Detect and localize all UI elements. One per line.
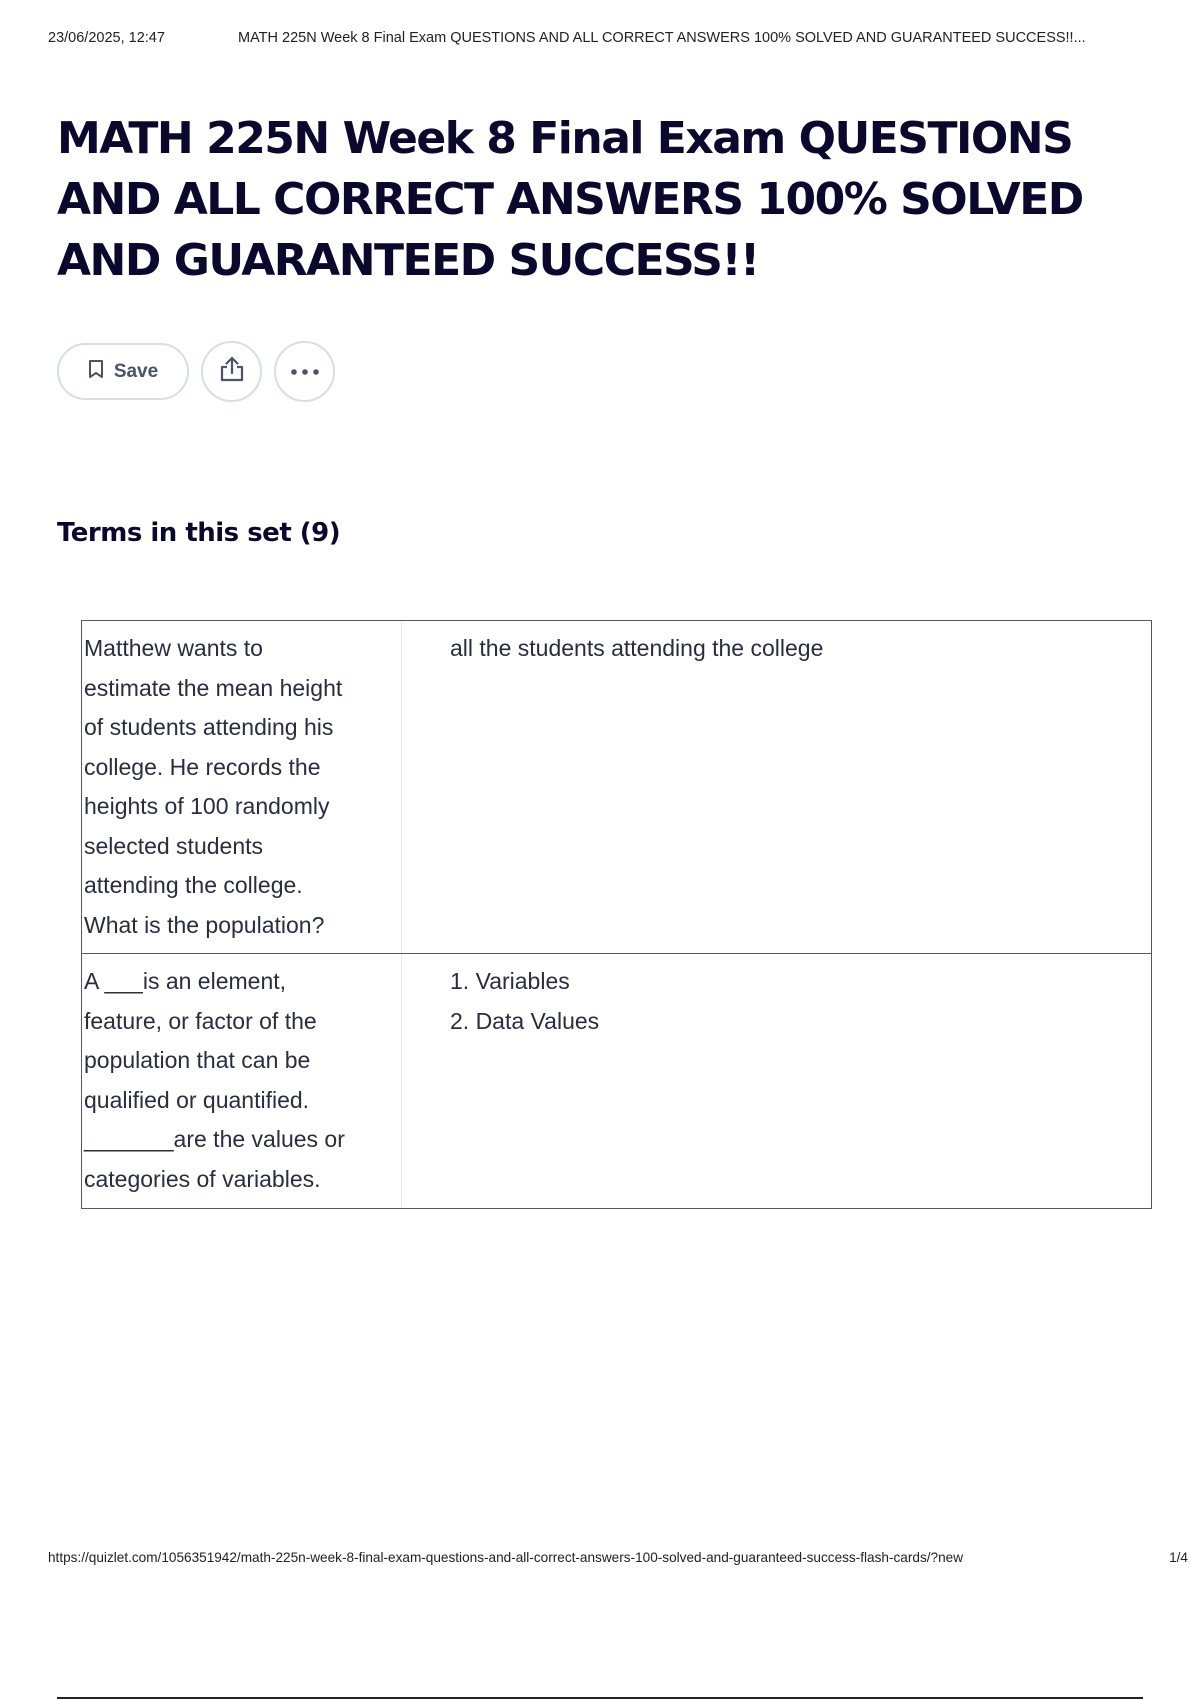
definition-list xyxy=(402,954,1151,1208)
more-options-button[interactable] xyxy=(274,341,335,402)
terms-table xyxy=(81,620,1152,1209)
divider xyxy=(57,1697,1143,1699)
print-document-title: MATH 225N Week 8 Final Exam QUESTIONS AND ALL CORRECT ANSWERS 100% SOLVED AND GUARANTEED SUCCESS!!... xyxy=(238,30,1086,46)
definition-item: 1. Variables xyxy=(450,968,570,994)
terms-heading: Terms in this set (9) xyxy=(57,518,341,548)
page-number: 1/4 xyxy=(1169,1550,1188,1565)
share-icon xyxy=(219,355,245,388)
definition-text: all the students attending the college xyxy=(450,635,824,661)
term-text: A ___is an element, feature, or factor of the population that can be qualified or quantified. _______are the values or categories of variables. xyxy=(82,954,402,1208)
page-url: https://quizlet.com/1056351942/math-225n-week-8-final-exam-questions-and-all-correct-answers-100-solved-and-guaranteed-success-flash-cards/?new xyxy=(48,1550,964,1565)
print-date: 23/06/2025, 12:47 xyxy=(48,30,165,46)
share-button[interactable] xyxy=(201,341,262,402)
term-row xyxy=(82,621,1151,954)
more-options-icon xyxy=(290,363,320,381)
save-button-label: Save xyxy=(113,360,159,382)
definition-item: 2. Data Values xyxy=(450,1007,600,1034)
save-button[interactable] xyxy=(57,343,189,400)
term-row xyxy=(82,954,1151,1208)
bookmark-icon xyxy=(88,359,104,385)
term-text: Matthew wants to estimate the mean height of students attending his college. He records the heights of 100 randomly selected students attending the college. What is the population? xyxy=(82,621,402,953)
page-title: MATH 225N Week 8 Final Exam QUESTIONS AND ALL CORRECT ANSWERS 100% SOLVED AND GUARANTEED SUCCESS!! xyxy=(57,113,1083,286)
